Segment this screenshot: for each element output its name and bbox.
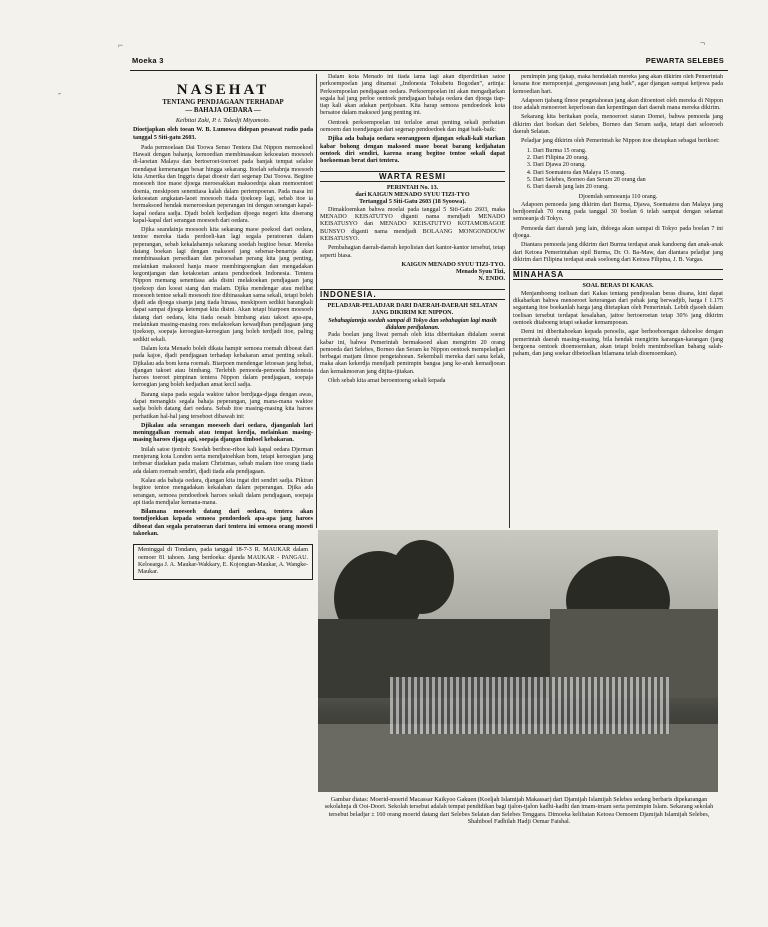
paragraph-bold: Bilamana moesoeh datang dari oedara, tentera akan toendjoekkan kepada semoea pendoedoek apa-apa jang haroes diboeat dan segala peratoeran dari tentera ini semoea orang moesti takoekan. <box>133 509 313 538</box>
list-item: 3. Dari Djawa 20 orang. <box>533 162 723 169</box>
paragraph: Menjamboeng toelisan dari Kakas tentang pendjoealan beras disana, kini dapat dikabarkan bahwa menoeroet keterangan dari pehak jang berwadjib, harga f 1.175 segantang itoe boekanlah harga jang ditetapkan oleh Pemerintah. Lebih djaoeh dalam toelisan tersebut terdapat kesalahan, jaitoe bertoeroetan tetap 30% jang dikirim oentoek ditaboeng tetapi sekadar kemampoean. <box>513 290 723 326</box>
column-divider-1 <box>316 74 317 528</box>
list-item: 6. Dari daerah jang lain 20 orang. <box>533 184 723 191</box>
paragraph: Inilah satoe tjontoh: Soedah beriboe-riboe kali kapal oedara Djerman menjerang kota London serta mendjatoehkan bom, tetapi keroegian jang terbesar diadakan pada malam Christmas, sebab malam itoe orang tiada ada dalam roemah sendiri, djadi tiada ada pendjagaan. <box>133 446 313 475</box>
paragraph: Oleh sebab kita amat beroentoeng sekali kepada <box>328 377 446 384</box>
paragraph: Barang siapa pada segala waktoe tahoe berdjaga-djaga dengan awas, dapat menangkis segala bahaja peperangan, jang mana-mana waktoe sadja boleh datang dari oedara. Sebab itoe masing-masing kita haroes perhatikan hal-hal jang terseboet dibawah ini: <box>133 391 313 420</box>
section-heading-warta-resmi: WARTA RESMI <box>320 171 505 182</box>
news-photograph <box>318 530 718 792</box>
student-list <box>513 148 723 192</box>
notice-signature-3: N. ENDO. <box>478 276 505 283</box>
notice-signature-1: KAIGUN MENADO SYUU TIZI-TYO. <box>401 261 505 268</box>
article-author: Keibitai Zaki, P. t. Takedji Miyamoto. <box>175 117 271 124</box>
paragraph: Demi ini diberitahoekan kepada penoelis, agar berhoeboengan dahoeloe dengan pemerintah daerah masing-masing, bila hendak mengirim karangan-karangan (jang bergoena oentoek dioemoemkan, akan tetapi boleh menimboelkan bahang salah-paham, dan jang soekar dibetoelkan bilamana telah dioemoemkan). <box>513 329 723 358</box>
paragraph: Pada boelan jang liwat pernah oleh kita diberitakan didalam soerat kabar ini, bahwa Pemerintah bermaksoed akan mengirim 20 orang pemoeda dari Selebes, Borneo dan Seram ke Nippon oentoek mempeladjari berbagai matjam ilmoe pengetahoean. Sekembali mereka dari sana kelak, maka akan kekerdja mendjadi pemimpin bangsa jang ke-arah kemadjoean dan kemakmoeran jang ditjita-tjitakan. <box>320 332 505 375</box>
article-lead: Dioetjapkan oleh toean W. B. Lumowa didepan pesawat radio pada tanggal 5 Siti-gatu 2603. <box>133 127 313 141</box>
column-divider-2 <box>509 74 510 528</box>
article-column-2 <box>320 74 505 524</box>
article-subtitle: TENTANG PENDJAGAAN TERHADAP <box>162 99 284 106</box>
paragraph: Diantara pemoeda jang dikirim dari Burma terdapat anak kandoeng dan anak-anak dari Ketoea Pemerintahan sipil Burma, Dr. O. Ba-Maw, dan diantara peladjar jang dikirim dari Filipina terdapat anak soeloeng dari Ketoea Filipina, J. B. Vargas. <box>513 242 723 263</box>
list-item: 5. Dari Selebes, Borneo dan Seram 20 orang dan <box>533 177 723 184</box>
page-number: Moeka 3 <box>132 56 164 65</box>
paragraph: Oentoek perkoempoelan ini terlaloe amat penting sekali perhatian oemoem dan toendjangan dari segenap pendoedoek dan ingat baik-baik: <box>320 119 505 134</box>
notice-signature-2: Menado Syuu Tizi, <box>455 269 505 276</box>
photo-students-lined-up <box>390 677 670 735</box>
article-column-1 <box>133 74 313 874</box>
paragraph: Adapoen pemoeda jang dikirim dari Burma, Djawa, Soematera dan Malaya jang berdjoemlah 70 orang pada tanggal 30 boelan 6 telah sampai dengan selamat semoeanja di Tokyo. <box>513 201 723 223</box>
notice-date: Tertanggal 5 Siti-Gatu 2603 (18 Syoowa). <box>359 199 466 206</box>
article-subheadline: Sebahagiannja soedah sampai di Tokyo dan sebahagian lagi masih didalam perdjalanan. <box>328 317 497 331</box>
paper-title: PEWARTA SELEBES <box>645 56 724 65</box>
article-column-3 <box>513 74 723 527</box>
paragraph: Adapoen tjabang ilmoe pengetahoean jang akan ditoentoet oleh mereka di Nippon itoe adalah menoeroet keperloean dan kepentingan dari daerah mana mereka dikirim. <box>513 97 723 112</box>
article-headline: PELADJAR-PELADJAR DARI DAERAH-DAERAH SELATAN JANG DIKIRIM KE NIPPON. <box>327 303 498 317</box>
paragraph: Sekarang kita beritakan poela, menoeroet siaran Domei, bahwa pemoeda jang dikirim dari boekan dari Selebes, Borneo dan Seram sadja, tetapi dari seloeroeh daerah Selatan. <box>513 114 723 136</box>
paragraph: Dalam kota Menado ini tiada lama lagi akan diperdirikan satoe perkoempoelan jang dinamai „Indonesia Tokubetu Bogodan”, artinja: Perkoempoelan pendjagaan oedara. Perkoempoelan ini akan mengadjarkan segala hal jang perloe oentoek pendjagaan bahaja oedara dan djoega tiap-tiap kali akan adakan pertjobaan. Kita harap semoea pendoedoek kota bersatoe dalam maksoed jang penting ini. <box>320 74 505 117</box>
paragraph-bold: Djika ada bahaja oedara seorangpoen djangan sekali-kali starkan kabar bohong dengan maksoed maoe boeat barang kedjahatan oentoek diri sendiri, karena orang begitoe tentoe sekali dapat hoekoeman berat dari tentera. <box>320 136 505 165</box>
list-total: Djoemlah semoeanja 110 orang. <box>578 194 658 201</box>
paragraph: Dalam kota Menado boleh dikata hampir semoea roemah diboeat dari pada kajoe, djadi pendjagaan terhadap kebakaran amat penting sekali. Djikalau ada bom kena roemah. Biarpoen mendengar letoesan jang hebat, djangan takoet atau bimbang. Terlebih pemoeda-pemoeda Indonesia haroes toeroet pimpinan tentera Nippon dalam pendjagaan, soepaja keroegian jang boleh kedjadian amat kecil sadja. <box>133 345 313 389</box>
paragraph: Pembahagian daerah-daerah kepolisian dari kantor-kantor tersebut, tetap seperti biasa. <box>320 245 505 259</box>
corner-mark-top-right: ¬ <box>700 38 706 48</box>
paragraph: Pemoeda dari daerah jang lain, didoega akan sampai di Tokyo pada boelan 7 ini djoega. <box>513 225 723 239</box>
notice-number: PERINTAH No. 13. <box>386 184 439 191</box>
paragraph: Kalau ada bahaja oedara, djangan kita ingat diri sendiri sadja. Pikiran begitoe tentoe mengadakan kekalahan dalam peperangan. Djika ada serangan, semoea pendoedoek haroes sekali dalam pendjagaan, soepaja api tiada mendjalar kemana-mana. <box>133 477 313 506</box>
corner-mark-top-left: ⌐ <box>118 40 124 50</box>
paragraph: Djika seandainja moesoeh kita sekarang maoe poekoel dari oedara, tentoe mereka tiada perdoeli-kan lagi segala peratoeran dalam peperangan, sebab kekalahannja sekarang soedah begitoe besar. Mereka datang boekan lagi dengan maksoed jang sebenar-benarnja akan membinasakan persediaan dan peroesahan perang kita jang penting, melainkan maksoed hanja maoe membingoengkan dan mengadakan kegontjangan dan ketakoetan antara pendoedoek Indonesia. Tentera Nippon memang senentiasa ada disini melakoekan pendjagaan jang tjoekoep dan koeat siang dan malam. Djika mendengar atau melihat moesoeh tentoe sekali moesoeh itoe dibinasakan sama sekali, tetapi boleh djadi ada djoega sisanja jang tiada binasa, meskipoen sedikit barangkali dapat sampai djoega ketempat kita disini. Akan tetapi biarpoen moesoeh datang dari oedara, kita tiada oesah bimbang atau takoet apa-apa, melainkan masing-masing roes melakoekan kewadjiban pendjagaan jang tjoekoep, soepaja keroegian-keroegian jang boleh terdjadi itoe, paling sedikit sekali. <box>133 227 313 343</box>
paragraph: pemimpin jang tjakap, maka hendaklah mereka jang akan dikirim oleh Pemerintah kesana itoe mempoenjai „pengawasan jang baik”, agar djangan sampai ketjewa pada kemoedian hari. <box>513 74 723 95</box>
header-rule <box>130 70 728 71</box>
photo-tree <box>390 540 454 613</box>
paragraph-bold: Djikalau ada serangan moesoeh dari oedara, djanganlah lari meninggalkan roemah atau tempat kerdja, melainkan masing-masing haroes djaga api, soepaja djangan timboel kebakaran. <box>133 422 313 444</box>
section-heading-minahasa: MINAHASA <box>513 269 723 280</box>
photo-caption: Gambar diatas: Moerid-moerid Macassar Kaikyoo Gakuen (Koeljah Islamijah Makassar) dari Djamijah Islamijah Selebes sedang berbaris dipekarangan sekolahnja di Ooi-Doori. Sekolah tersebut adalah tempat pendidikan bagi tjalon-tjalon kadhi-kadhi dan imam-imam serta pemimpin Islam. Sekarang sekolah tersebut beladjar ± 160 orang moerid datang dari Selebes Selatan dan Selebes Tenggara. Dimoeka kelihatan Ketoea Oemoem Djamijah Islamijah Selebes, Shahiboel Fadhilah Hadji Oemar Faishal. <box>324 796 714 826</box>
list-item: 4. Dari Soematera dan Malaya 15 orang. <box>533 170 723 177</box>
paragraph: Pada permoelaan Dai Toowa Senso Tentera Dai Nippon memoekoel Hawaii dengan bahanja, kemoedian membinasakan kekoeatan moesoeh di-laoetan Malaya dan bertoeroet-toeroet pada banjak tempat selaloe mendapat kemenangan besar hingga sekarang. Itoelah sebabnja moesoeh kita Amerika dan Inggris dapat dioesir dari segenap Dai Toowa. Begitoe moesoeh itoe maoe djoega meroesakkan maksoednja akan memoentoet doenia, meskipoen senentiasa kalah dalam pertempoeran. Pada masa ini kekoeatan angkatan-laoet moesoeh tiada tjoekoep lagi, sebab itoe ia bermaksoed hendak meneroeskan peperangan ini dengan serangan kapal-kapal oedara sadja. Djadi boleh kedjadian djoega negeri kita diserang kapal-kapal dari serangan moesoeh dari oedara. <box>133 144 313 224</box>
paragraph: Dimakloemkan bahwa moelai pada tanggal 5 Siti-Gatu 2603, maka MENADO KEISATUTYO diganti nama mendjadi MENADO KEISATUSYO dan MENADO KEISATUTYO KOTAMOBAGOE BUNSYO diganti nama mendjadi BOLAANG MONGONDOUW KEISATUSYO. <box>320 206 505 242</box>
list-item: 2. Dari Filipina 20 orang. <box>533 155 723 162</box>
obituary-box <box>133 544 313 579</box>
edge-mark-left: - <box>58 88 61 98</box>
notice-issuer: dari KAIGUN MENADO SYUU TIZI-TYO <box>355 192 470 199</box>
article-subtitle-2: — BAHAJA OEDARA — <box>185 107 261 114</box>
list-item: 1. Dari Burma 15 orang. <box>533 148 723 155</box>
article-title: NASEHAT <box>176 82 270 98</box>
paragraph: Peladjar jang dikirim oleh Pemerintah ke Nippon itoe dietapkan sebagai berikoet: <box>521 138 720 145</box>
page-header <box>130 56 728 70</box>
obituary-text: Meninggal di Tondano, pada tanggal 18-7-3 R. MAUKAR dalam oemoer 81 tahoen. Jang berdoeka: djanda MAUKAR - PANGAU. Keloearga J. A. Maukar-Wakkary, E. Kojongian-Maukar, A. Wangke-Maukar. <box>138 547 308 576</box>
article-headline: SOAL BERAS DI KAKAS. <box>582 283 654 290</box>
section-heading-indonesia: INDONESIA. <box>320 289 505 300</box>
